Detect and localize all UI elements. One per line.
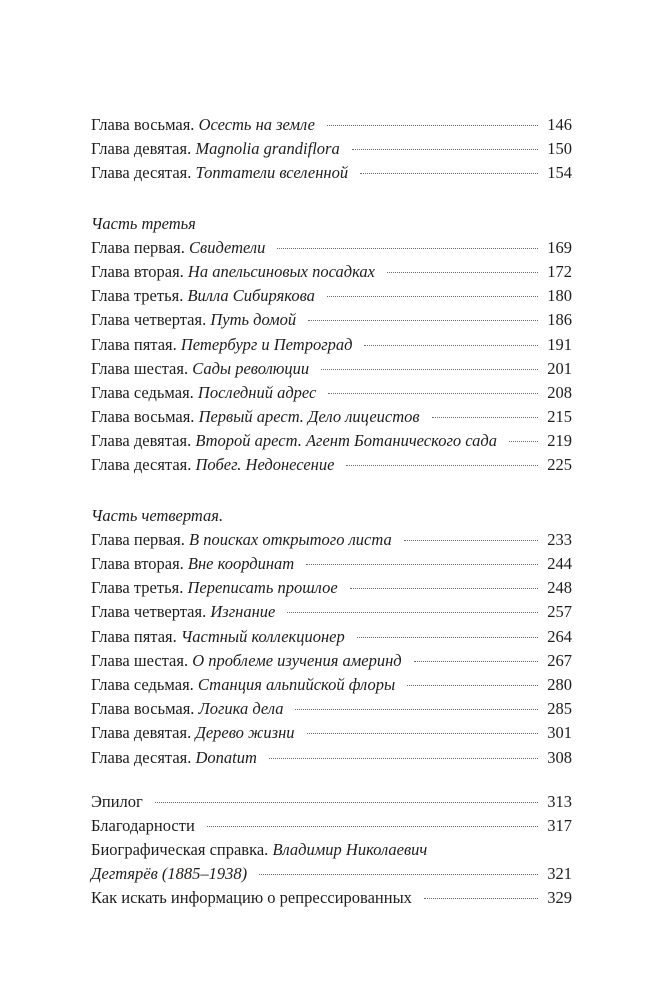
page-number: 186 [547, 310, 572, 330]
toc-entry-text [91, 453, 334, 477]
dot-leader [306, 564, 538, 565]
toc-entry-text [91, 405, 420, 429]
chapter-subtitle: О проблеме изучения америнд [192, 650, 402, 670]
toc-entry-bio-note-line2[interactable] [91, 862, 572, 886]
dot-leader [307, 733, 538, 734]
page-number: 317 [547, 815, 572, 835]
page-number: 154 [547, 163, 572, 183]
page-number: 180 [547, 286, 572, 306]
dot-leader [364, 345, 538, 346]
toc-entry[interactable] [91, 429, 572, 453]
page-number: 233 [547, 529, 572, 549]
toc-entry[interactable] [91, 405, 572, 429]
page-number: 313 [547, 791, 572, 811]
toc-entry-text [91, 333, 352, 357]
chapter-subtitle: Переписать прошлое [187, 578, 338, 598]
back-matter-section [91, 790, 572, 911]
toc-entry-text [91, 357, 309, 381]
chapter-subtitle: Вне координат [187, 554, 295, 573]
chapter-label: Глава шестая. [91, 650, 193, 670]
chapter-label: Глава седьмая. [91, 382, 198, 402]
dot-leader [259, 874, 538, 875]
page-number: 244 [547, 554, 572, 573]
page-number: 191 [547, 334, 572, 354]
chapter-subtitle: Петербург и Петроград [180, 334, 353, 354]
toc-entry[interactable] [91, 673, 572, 697]
chapter-label: Глава вторая. [91, 261, 188, 281]
toc-entry[interactable] [91, 260, 572, 284]
toc-entry-text: Как искать информацию о репрессированных [91, 888, 412, 908]
chapter-subtitle: Первый арест. Дело лицеистов [198, 407, 420, 427]
toc-entry-text [91, 236, 265, 260]
chapter-label: Глава десятая. [91, 747, 196, 767]
table-of-contents [91, 113, 572, 911]
chapter-label: Глава первая. [91, 237, 190, 257]
toc-entry-text [91, 381, 316, 405]
toc-entry-text [91, 528, 392, 552]
chapter-subtitle: Последний адрес [197, 382, 317, 402]
dot-leader [207, 826, 538, 827]
dot-leader [407, 685, 538, 686]
chapter-label: Глава восьмая. [91, 115, 199, 134]
chapter-label: Глава девятая. [91, 431, 196, 451]
toc-entry[interactable] [91, 600, 572, 624]
chapter-label: Глава десятая. [91, 163, 196, 183]
chapter-label: Глава девятая. [91, 139, 196, 159]
page-number: 321 [547, 864, 572, 884]
chapter-label: Глава шестая. [91, 358, 193, 378]
page-number: 169 [547, 237, 572, 257]
toc-entry-text [91, 429, 497, 453]
dot-leader [360, 173, 538, 174]
page-number: 219 [547, 431, 572, 451]
chapter-label: Глава десятая. [91, 455, 196, 475]
page-number: 146 [547, 115, 572, 134]
page-number: 308 [547, 747, 572, 767]
dot-leader [509, 441, 538, 442]
toc-entry[interactable] [91, 625, 572, 649]
dot-leader [404, 540, 538, 541]
part-title: Часть четвертая. [91, 505, 224, 525]
toc-entry[interactable] [91, 284, 572, 308]
dot-leader [327, 296, 538, 297]
chapter-subtitle: Вилла Сибирякова [187, 286, 315, 306]
toc-entry-text [91, 161, 348, 185]
page-number: 267 [547, 650, 572, 670]
chapter-label: Глава четвертая. [91, 310, 211, 330]
page-number: 225 [547, 455, 572, 475]
page-number: 285 [547, 699, 572, 719]
toc-entry[interactable] [91, 746, 572, 770]
page-number: 301 [547, 723, 572, 743]
toc-entry[interactable] [91, 697, 572, 721]
chapter-label: Биографическая справка. [91, 840, 273, 860]
toc-entry-text [91, 625, 345, 649]
chapter-subtitle: Дегтярёв (1885–1938) [91, 864, 248, 884]
toc-entry-text [91, 284, 315, 308]
toc-entry-epilogue[interactable] [91, 790, 572, 814]
toc-entry[interactable] [91, 113, 572, 137]
dot-leader [346, 465, 538, 466]
page-number: 150 [547, 139, 572, 159]
toc-entry[interactable] [91, 721, 572, 745]
toc-entry[interactable] [91, 649, 572, 673]
toc-entry[interactable] [91, 236, 572, 260]
chapter-subtitle: Изгнание [210, 602, 276, 622]
page-number: 208 [547, 382, 572, 402]
chapter-label: Глава девятая. [91, 723, 196, 743]
part-two-tail [91, 113, 572, 186]
chapter-subtitle: Magnolia grandiflora [195, 139, 340, 159]
toc-entry-text [91, 649, 402, 673]
chapter-subtitle: На апельсиновых посадках [187, 261, 375, 281]
chapter-label: Глава вторая. [91, 554, 188, 573]
chapter-subtitle: Побег. Недонесение [195, 455, 335, 475]
chapter-subtitle: Частный коллекционер [180, 626, 345, 646]
page-number: 248 [547, 578, 572, 598]
part-three-section [91, 212, 572, 478]
toc-entry-text [91, 576, 338, 600]
page-number: 172 [547, 261, 572, 281]
toc-entry-how-to-search[interactable] [91, 886, 572, 910]
chapter-label: Глава третья. [91, 578, 188, 598]
toc-entry[interactable] [91, 576, 572, 600]
dot-leader [328, 393, 538, 394]
chapter-subtitle: Путь домой [210, 310, 297, 330]
dot-leader [387, 272, 538, 273]
page-number: 264 [547, 626, 572, 646]
chapter-label: Глава восьмая. [91, 699, 199, 719]
toc-entry[interactable] [91, 308, 572, 332]
toc-entry[interactable] [91, 528, 572, 552]
toc-entry[interactable] [91, 453, 572, 477]
toc-entry-text: Эпилог [91, 791, 143, 811]
page-number: 201 [547, 358, 572, 378]
toc-entry-text [91, 600, 275, 624]
page-number: 280 [547, 674, 572, 694]
dot-leader [321, 369, 538, 370]
toc-entry[interactable] [91, 137, 572, 161]
chapter-subtitle: В поисках открытого листа [189, 529, 392, 549]
chapter-label: Глава пятая. [91, 334, 181, 354]
chapter-subtitle: Сады революции [192, 358, 310, 378]
toc-entry-text [91, 721, 295, 745]
toc-entry-text [91, 260, 375, 284]
page-number: 215 [547, 407, 572, 427]
toc-entry-text [91, 137, 340, 161]
dot-leader [432, 417, 538, 418]
part-title: Часть третья [91, 213, 196, 233]
toc-entry-text [91, 746, 257, 770]
dot-leader [352, 149, 538, 150]
dot-leader [295, 709, 538, 710]
toc-entry-acknowledgements[interactable] [91, 814, 572, 838]
chapter-subtitle: Свидетели [189, 237, 266, 257]
chapter-label: Глава первая. [91, 529, 190, 549]
toc-entry[interactable] [91, 161, 572, 185]
toc-entry-text [91, 673, 395, 697]
chapter-subtitle: Топтатели вселенной [195, 163, 349, 183]
page-number: 257 [547, 602, 572, 622]
toc-entry[interactable] [91, 357, 572, 381]
chapter-label: Глава восьмая. [91, 407, 199, 427]
toc-entry[interactable] [91, 381, 572, 405]
chapter-label: Глава третья. [91, 286, 188, 306]
chapter-subtitle: Станция альпийской флоры [197, 674, 396, 694]
chapter-label: Глава седьмая. [91, 674, 198, 694]
dot-leader [327, 125, 538, 126]
chapter-label: Глава четвертая. [91, 602, 211, 622]
toc-entry-text [91, 552, 294, 576]
toc-entry-text [91, 113, 315, 137]
toc-entry[interactable] [91, 552, 572, 576]
chapter-subtitle: Дерево жизни [195, 723, 295, 743]
toc-entry[interactable] [91, 333, 572, 357]
toc-entry-text: Благодарности [91, 815, 195, 835]
dot-leader [424, 898, 538, 899]
dot-leader [308, 320, 538, 321]
chapter-subtitle: Второй арест. Агент Ботанического сада [195, 431, 498, 451]
chapter-subtitle: Логика дела [198, 699, 284, 719]
toc-entry-text [91, 308, 296, 332]
dot-leader [269, 758, 538, 759]
chapter-label: Глава пятая. [91, 626, 181, 646]
page-number: 329 [547, 888, 572, 908]
dot-leader [277, 248, 538, 249]
chapter-subtitle: Владимир Николаевич [272, 840, 428, 860]
part-four-section [91, 504, 572, 770]
toc-entry-bio-note-line1[interactable] [91, 838, 572, 862]
chapter-subtitle: Осесть на земле [198, 115, 315, 134]
dot-leader [287, 612, 538, 613]
dot-leader [350, 588, 538, 589]
dot-leader [155, 802, 538, 803]
dot-leader [357, 637, 538, 638]
chapter-subtitle: Donatum [195, 747, 257, 767]
dot-leader [414, 661, 538, 662]
toc-entry-text [91, 697, 283, 721]
